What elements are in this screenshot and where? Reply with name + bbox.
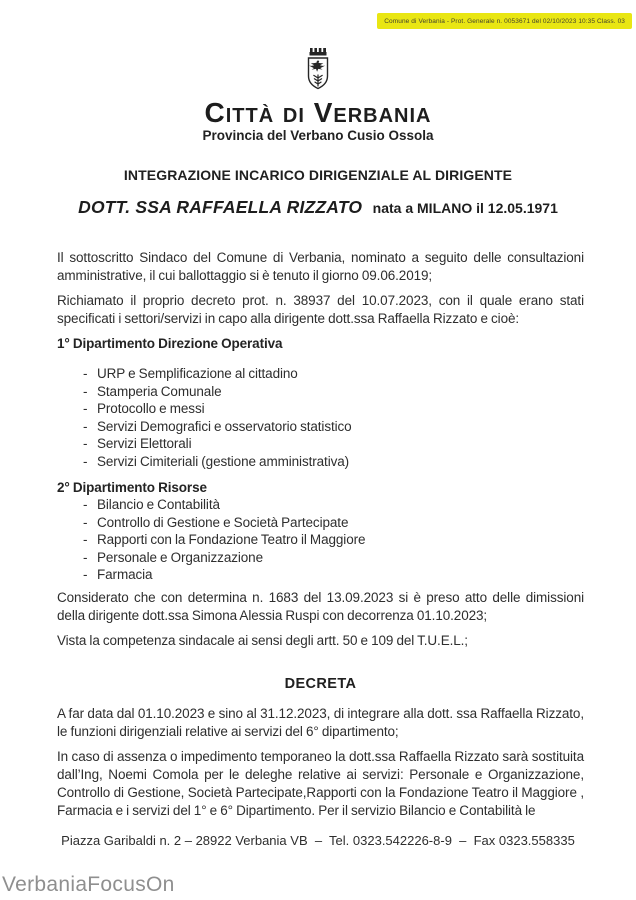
list-item-label: Rapporti con la Fondazione Teatro il Maggiore (97, 532, 366, 547)
bullet-dash: - (83, 549, 88, 565)
list-item-label: Servizi Elettorali (97, 436, 192, 451)
list-item (57, 365, 584, 383)
list-item-label: Stamperia Comunale (97, 383, 222, 399)
watermark: VerbaniaFocusOn (2, 873, 175, 896)
person-name: DOTT. SSA RAFFAELLA RIZZATO (78, 197, 363, 217)
paragraph-considerato: Considerato che con determina n. 1683 del 13.09.2023 si è preso atto delle dimissioni della dirigente dott.ssa Simona Alessia Ruspi con decorrenza 01.10.2023; (57, 589, 584, 623)
paragraph-intro: Il sottoscritto Sindaco del Comune di Verbania, nominato a seguito delle consultazioni amministrative, il cui ballottaggio si è tenuto il giorno 09.06.2019; (57, 250, 584, 283)
bullet-dash: - (83, 532, 88, 547)
bullet-dash: - (83, 497, 88, 512)
document-title: INTEGRAZIONE INCARICO DIRIGENZIALE AL DIRIGENTE (123, 167, 513, 183)
list-item-label: Farmacia (97, 567, 153, 582)
protocol-stamp: Comune di Verbania - Prot. Generale n. 0053671 del 02/10/2023 10:35 Class. 03 (377, 13, 632, 29)
paragraph-decree-1: A far data dal 01.10.2023 e sino al 31.12.2023, di integrare alla dott. ssa Raffaella Rizzato, le funzioni dirigenziali relative ai servizi del 6° dipartimento; (57, 705, 584, 739)
footer-address: Piazza Garibaldi n. 2 – 28922 Verbania VB – Tel. 0323.542226-8-9 – Fax 0323.558335 (61, 832, 575, 848)
bullet-dash: - (83, 401, 88, 416)
department-2-title: 2° Dipartimento Risorse (57, 480, 207, 495)
list-item (57, 549, 584, 567)
paragraph-decree-2: In caso di assenza o impedimento temporaneo la dott.ssa Raffaella Rizzato sarà sostituita dall’Ing, Noemi Comola per le deleghe relative ai servizi: Personale e Organizzazione, Controllo di Gestione, Società Partecipate,Rapporti con la Fondazione Teatro il Maggiore , Farmacia e i servizi del 1° e 6° Dipartimento. Per il servizio Bilancio e Contabilità le (57, 748, 584, 818)
bullet-dash: - (83, 567, 88, 582)
list-item-label: Controllo di Gestione e Società Partecipate (97, 514, 349, 530)
city-title: Città di Verbania (204, 97, 432, 128)
person-heading (0, 196, 636, 220)
list-item-label: Bilancio e Contabilità (97, 497, 220, 512)
department-1-title: 1° Dipartimento Direzione Operativa (57, 336, 283, 351)
list-item (57, 531, 584, 549)
list-item (57, 514, 584, 532)
list-item (57, 383, 584, 401)
person-birth-info: nata a MILANO il 12.05.1971 (372, 200, 558, 216)
paragraph-vista: Vista la competenza sindacale ai sensi degli artt. 50 e 109 del T.U.E.L.; (57, 632, 468, 648)
paragraph-richiamato: Richiamato il proprio decreto prot. n. 38937 del 10.07.2023, con il quale erano stati specificati i settori/servizi in capo alla dirigente dott.ssa Raffaella Rizzato e cioè: (57, 293, 584, 326)
department-2-list (57, 496, 584, 584)
list-item-label: URP e Semplificazione al cittadino (97, 366, 298, 381)
bullet-dash: - (83, 514, 88, 530)
list-item-label: Personale e Organizzazione (97, 549, 264, 565)
verbania-coat-of-arms-icon (298, 46, 338, 98)
decreta-heading: DECRETA (284, 675, 357, 692)
list-item (57, 400, 584, 418)
list-item-label: Protocollo e messi (97, 401, 205, 416)
bullet-dash: - (83, 418, 88, 434)
list-item (57, 418, 584, 436)
list-item (57, 496, 584, 514)
list-item-label: Servizi Demografici e osservatorio statistico (97, 418, 352, 434)
department-1-list (57, 365, 584, 470)
list-item (57, 566, 584, 584)
list-item (57, 435, 584, 453)
bullet-dash: - (83, 436, 88, 451)
list-item-label: Servizi Cimiteriali (gestione amministrativa) (97, 453, 350, 469)
province-subtitle: Provincia del Verbano Cusio Ossola (202, 128, 434, 143)
document-body (57, 249, 584, 820)
bullet-dash: - (83, 366, 88, 381)
list-item (57, 453, 584, 471)
bullet-dash: - (83, 453, 88, 469)
bullet-dash: - (83, 383, 88, 399)
